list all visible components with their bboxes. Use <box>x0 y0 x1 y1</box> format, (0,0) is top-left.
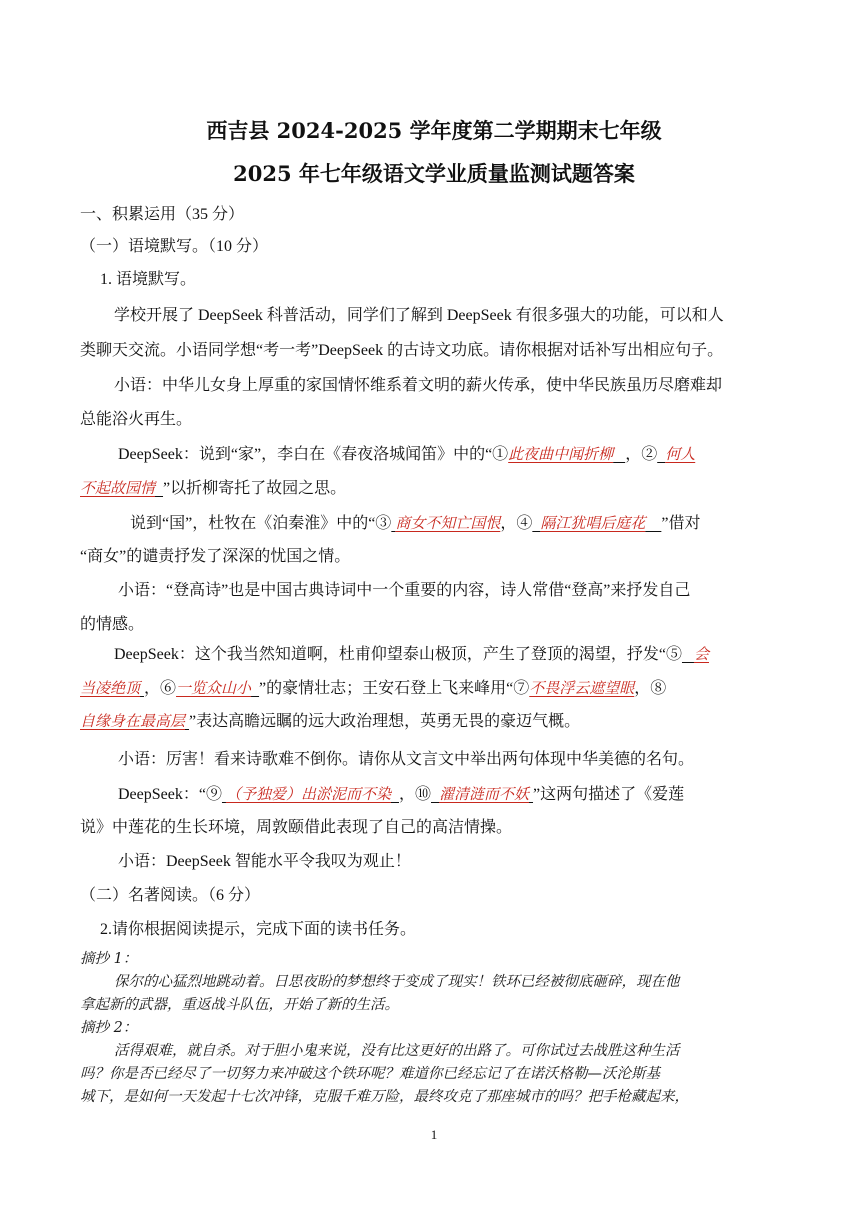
deepseek-line-2b: “商女”的谴责抒发了深深的忧国之情。 <box>80 548 351 565</box>
section-heading-1: 一、积累运用（35 分） <box>80 206 245 223</box>
deepseek-text: ”借对 <box>661 515 701 532</box>
deepseek-line-4a <box>118 784 684 805</box>
deepseek-line-3a <box>114 644 709 665</box>
answer-4: 隔江犹唱后庭花 <box>540 514 646 532</box>
deepseek-line-2a <box>130 513 700 534</box>
xiaoyu-line-4: 小语：DeepSeek 智能水平令我叹为观止！ <box>118 853 411 870</box>
deepseek-text: ，② <box>625 446 658 463</box>
excerpt-2-line-2: 吗？你是否已经尽了一切努力来冲破这个铁环呢？难道你已经忘记了在诺沃格勒—沃沦斯基 <box>80 1066 660 1082</box>
deepseek-text: ”表达高瞻远瞩的远大政治理想，英勇无畏的豪迈气概。 <box>189 713 581 730</box>
title-line-2: 2025 年七年级语文学业质量监测试题答案 <box>233 161 635 186</box>
deepseek-line-1a <box>118 444 695 465</box>
deepseek-text: ，⑧ <box>634 680 667 697</box>
excerpt-2-label: 摘抄 2： <box>80 1020 138 1036</box>
excerpt-1-line-2: 拿起新的武器，重返战斗队伍，开始了新的生活。 <box>80 997 399 1013</box>
answer-1: 此夜曲中闻折柳 <box>508 445 614 463</box>
question-2-label: 2.请你根据阅读提示，完成下面的读书任务。 <box>100 921 417 938</box>
answer-5-part-1: 会 <box>693 645 709 663</box>
deepseek-line-4b: 说》中莲花的生长环境，周敦颐借此表现了自己的高洁情操。 <box>80 819 513 836</box>
excerpt-1-line-1: 保尔的心猛烈地跳动着。日思夜盼的梦想终于变成了现实！铁环已经被彻底砸碎，现在他 <box>114 974 680 990</box>
answer-2-part-1: 何人 <box>665 445 696 463</box>
xiaoyu-line-2a: 小语：“登高诗”也是中国古典诗词中一个重要的内容，诗人常借“登高”来抒发自己 <box>118 582 691 599</box>
xiaoyu-line-1b: 总能浴火再生。 <box>80 411 193 428</box>
intro-line-2: 类聊天交流。小语同学想“考一考”DeepSeek 的古诗文功底。请你根据对话补写出相应句子。 <box>80 342 724 359</box>
page-number: 1 <box>430 1127 438 1142</box>
xiaoyu-line-1a: 小语：中华儿女身上厚重的家国情怀维系着文明的薪火传承，使中华民族虽历尽磨难却 <box>114 377 723 394</box>
answer-10: 濯清涟而不妖 <box>439 785 530 803</box>
answer-8: 自缘身在最高层 <box>80 712 186 730</box>
answer-2-part-2: 不起故园情 <box>80 479 156 497</box>
deepseek-text: ”以折柳寄托了故园之思。 <box>163 480 347 497</box>
subsection-heading-2: （二）名著阅读。（6 分） <box>80 887 261 904</box>
excerpt-1-label: 摘抄 1： <box>80 951 138 967</box>
answer-3: 商女不知亡国恨 <box>395 514 501 532</box>
deepseek-text: ”的豪情壮志；王安石登上飞来峰用“⑦ <box>259 680 530 697</box>
subsection-heading-1: （一）语境默写。（10 分） <box>80 238 269 255</box>
deepseek-text: DeepSeek：说到“家”，李白在《春夜洛城闻笛》中的“① <box>118 446 509 463</box>
answer-7: 不畏浮云遮望眼 <box>529 679 635 697</box>
deepseek-text: ，④ <box>500 515 533 532</box>
deepseek-text: 说到“国”，杜牧在《泊秦淮》中的“③ <box>130 515 392 532</box>
intro-line-1: 学校开展了 DeepSeek 科普活动，同学们了解到 DeepSeek 有很多强大的功能，可以和人 <box>114 307 724 324</box>
question-1-label: 1. 语境默写。 <box>100 271 197 288</box>
deepseek-text: DeepSeek：“⑨ <box>118 786 222 803</box>
deepseek-text: ，⑩ <box>398 786 431 803</box>
deepseek-line-1b <box>80 478 346 499</box>
deepseek-line-3c <box>80 711 580 732</box>
deepseek-text: ”这两句描述了《爱莲 <box>533 786 685 803</box>
excerpt-2-line-3: 城下，是如何一天发起十七次冲锋，克服千难万险，最终攻克了那座城市的吗？把手枪藏起来， <box>80 1089 689 1105</box>
title-line-1: 西吉县 2024-2025 学年度第二学期期末七年级 <box>206 118 662 143</box>
excerpt-2-line-1: 活得艰难，就自杀。对于胆小鬼来说，没有比这更好的出路了。可你试过去战胜这种生活 <box>114 1043 680 1059</box>
xiaoyu-line-2b: 的情感。 <box>80 616 145 633</box>
deepseek-line-3b <box>80 678 666 699</box>
xiaoyu-line-3: 小语：厉害！看来诗歌难不倒你。请你从文言文中举出两句体现中华美德的名句。 <box>118 751 695 768</box>
deepseek-text: ，⑥ <box>144 680 177 697</box>
answer-9: （予独爱）出淤泥而不染 <box>225 785 391 803</box>
deepseek-text: DeepSeek：这个我当然知道啊，杜甫仰望泰山极顶，产生了登顶的渴望，抒发“⑤ <box>114 646 682 663</box>
answer-6: 一览众山小 <box>176 679 252 697</box>
answer-5-part-2: 当凌绝顶 <box>80 679 141 697</box>
